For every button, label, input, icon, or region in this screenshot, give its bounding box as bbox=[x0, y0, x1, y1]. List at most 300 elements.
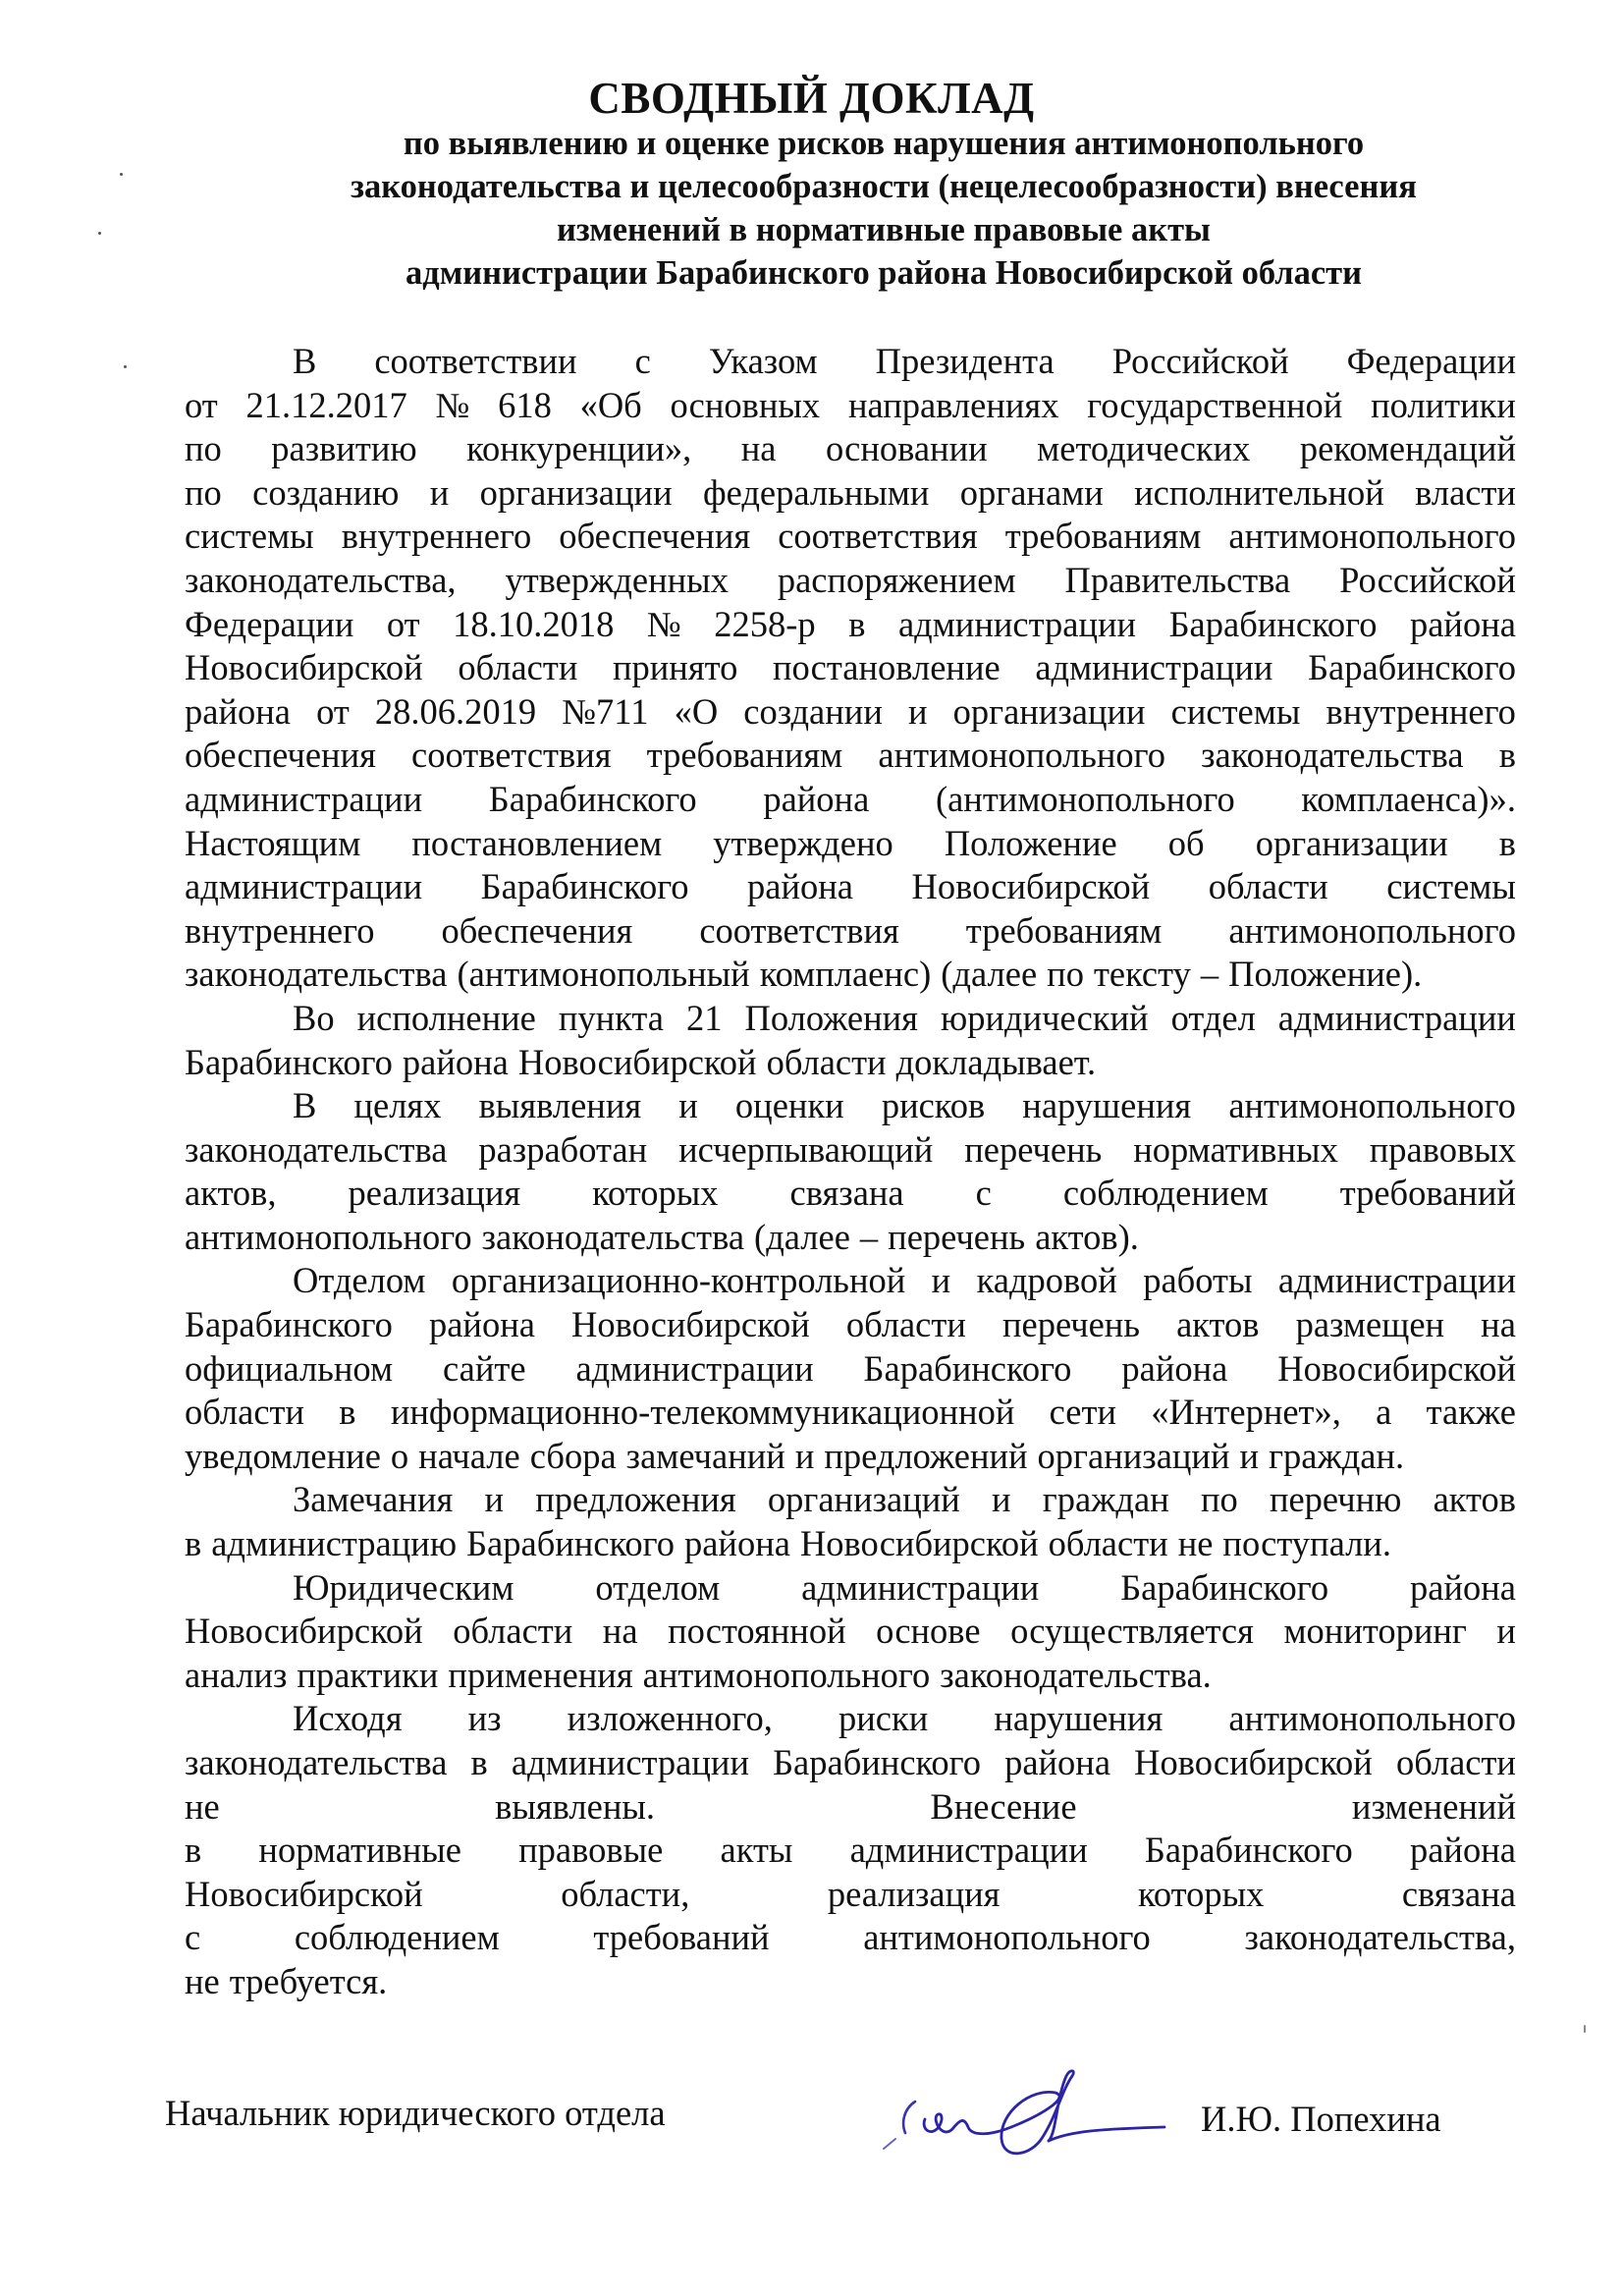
word: требованиям bbox=[1004, 516, 1202, 557]
word: постановление bbox=[772, 647, 1001, 688]
word: по bbox=[1200, 1479, 1238, 1520]
text-line-words bbox=[185, 603, 1516, 647]
word: сайте bbox=[443, 1347, 526, 1389]
word: администрации bbox=[849, 1830, 1088, 1871]
word: актов bbox=[1176, 1304, 1260, 1345]
text-line-words bbox=[293, 1478, 1516, 1522]
word: 618 bbox=[498, 384, 552, 425]
word: комплаенса)». bbox=[1301, 778, 1516, 819]
word: Барабинского bbox=[185, 1304, 393, 1345]
word: №711 bbox=[562, 690, 649, 732]
word: с bbox=[185, 1917, 201, 1958]
word: законодательства, bbox=[1244, 1917, 1516, 1958]
word: требованиям bbox=[646, 735, 843, 776]
word: законодательства bbox=[481, 1216, 745, 1257]
word: администрацию bbox=[211, 1523, 458, 1564]
text-line bbox=[185, 646, 1516, 690]
word: не bbox=[1177, 1523, 1214, 1564]
word: области bbox=[1048, 1523, 1168, 1564]
word: района bbox=[1409, 603, 1516, 644]
word: актов, bbox=[185, 1173, 277, 1214]
word: нормативные bbox=[258, 1830, 461, 1871]
word: Барабинского bbox=[480, 866, 689, 907]
word: внутреннего bbox=[185, 909, 375, 951]
word: с bbox=[975, 1173, 992, 1214]
word: основании bbox=[825, 428, 988, 469]
word: (далее bbox=[941, 954, 1038, 995]
word: Новосибирской bbox=[911, 866, 1151, 907]
text-line bbox=[185, 953, 1516, 997]
word: направлениях bbox=[847, 384, 1059, 425]
word: Положения bbox=[744, 997, 918, 1038]
word: администрации bbox=[1277, 997, 1516, 1038]
text-line bbox=[185, 1654, 1516, 1698]
word: Новосибирской bbox=[185, 1873, 423, 1914]
word: организации bbox=[952, 690, 1146, 732]
word: не bbox=[185, 1785, 220, 1827]
word: в bbox=[848, 603, 866, 644]
word: актов). bbox=[1035, 1216, 1139, 1257]
word: организаций bbox=[1037, 1435, 1230, 1476]
word: утвержденных bbox=[505, 559, 729, 600]
word: антимонопольного bbox=[1228, 909, 1516, 951]
word: антимонопольного bbox=[1228, 1698, 1516, 1739]
word: органами bbox=[959, 471, 1104, 513]
word: рекомендаций bbox=[1299, 428, 1516, 469]
word: обеспечения bbox=[185, 735, 376, 776]
word: Положение bbox=[944, 822, 1117, 863]
text-line-words bbox=[293, 1697, 1516, 1741]
word: Новосибирской bbox=[185, 1611, 423, 1652]
text-line-words bbox=[185, 1128, 1516, 1173]
signer-name: И.Ю. Попехина bbox=[1201, 2099, 1441, 2139]
text-line bbox=[185, 515, 1516, 559]
word: Барабинского bbox=[466, 1523, 675, 1564]
word: законодательства bbox=[1201, 735, 1464, 776]
text-line bbox=[185, 1347, 1516, 1392]
word: системы bbox=[185, 516, 314, 557]
text-line-words bbox=[185, 1435, 1516, 1479]
word: (антимонопольный bbox=[457, 954, 750, 995]
word: выявления bbox=[478, 1085, 642, 1126]
text-line-words bbox=[185, 1916, 1516, 1960]
word: соответствия bbox=[411, 735, 612, 776]
text-line bbox=[185, 997, 1516, 1041]
word: Президента bbox=[875, 341, 1055, 381]
text-line-words bbox=[185, 427, 1516, 471]
word: района bbox=[683, 1523, 790, 1564]
word: докладывает. bbox=[895, 1041, 1097, 1082]
word: основе bbox=[876, 1611, 981, 1652]
text-line-words bbox=[185, 1654, 1516, 1698]
word: акты bbox=[720, 1830, 793, 1871]
word: администрации bbox=[185, 778, 423, 819]
word: перечень bbox=[964, 1128, 1103, 1170]
text-line bbox=[185, 1478, 1516, 1522]
word: Исходя bbox=[293, 1698, 403, 1739]
word: организации bbox=[479, 471, 673, 513]
word: и bbox=[931, 1260, 951, 1301]
word: юридический bbox=[940, 997, 1149, 1038]
text-line bbox=[185, 1522, 1516, 1566]
word: кадровой bbox=[976, 1260, 1117, 1301]
word: 2258-р bbox=[714, 603, 816, 644]
word: отдел bbox=[1170, 997, 1256, 1038]
word: администрации bbox=[575, 1347, 814, 1389]
word: Настоящим bbox=[185, 822, 361, 863]
text-line-words bbox=[185, 865, 1516, 909]
word: на bbox=[1481, 1304, 1516, 1345]
word: и bbox=[794, 1435, 815, 1476]
text-line bbox=[185, 1960, 1516, 2004]
word: (антимонопольного bbox=[935, 778, 1235, 819]
word: Новосибирской bbox=[1277, 1347, 1516, 1389]
signature-block bbox=[165, 2086, 1481, 2155]
word: связана bbox=[789, 1173, 904, 1214]
word: Барабинского bbox=[863, 1347, 1072, 1389]
paragraph bbox=[185, 340, 1516, 997]
word: Во bbox=[293, 997, 335, 1038]
text-line bbox=[185, 778, 1516, 822]
word: системы bbox=[1386, 866, 1516, 907]
word: района bbox=[763, 778, 870, 819]
word: в bbox=[185, 1523, 202, 1564]
paragraph bbox=[185, 1084, 1516, 1259]
word: законодательства, bbox=[185, 559, 457, 600]
word: администрации bbox=[801, 1566, 1040, 1608]
word: сбора bbox=[529, 1435, 617, 1476]
word: Барабинского bbox=[1144, 1830, 1353, 1871]
word: законодательства bbox=[185, 1742, 448, 1782]
text-line bbox=[185, 1916, 1516, 1960]
word: выявлены. bbox=[495, 1785, 656, 1827]
word: области, bbox=[561, 1873, 690, 1914]
paragraph bbox=[185, 997, 1516, 1084]
text-line-words bbox=[185, 1829, 1516, 1873]
word: распоряжением bbox=[777, 559, 1016, 600]
word: администрации bbox=[511, 1742, 749, 1782]
handwritten-signature-icon bbox=[874, 2058, 1168, 2157]
word: Российской bbox=[1111, 341, 1289, 381]
word: власти bbox=[1415, 471, 1516, 513]
word: Барабинского bbox=[185, 1041, 393, 1082]
word: перечень bbox=[1001, 1304, 1140, 1345]
word: по bbox=[1047, 954, 1084, 995]
word: законодательства bbox=[185, 954, 448, 995]
text-line-words bbox=[185, 778, 1516, 822]
word: требуется. bbox=[229, 1960, 388, 2001]
word: антимонопольного bbox=[1228, 1085, 1516, 1126]
word: изменений bbox=[1351, 1785, 1516, 1827]
word: комплаенс) bbox=[759, 954, 932, 995]
subtitle-line: администрации Барабинского района Новосибирской области bbox=[406, 254, 1362, 292]
word: – bbox=[1200, 954, 1219, 995]
text-line bbox=[185, 822, 1516, 866]
text-line-words bbox=[293, 1566, 1516, 1611]
paragraph bbox=[185, 1566, 1516, 1698]
word: соответствия bbox=[699, 909, 899, 951]
word: целях bbox=[353, 1085, 442, 1126]
word: Юридическим bbox=[293, 1566, 514, 1608]
text-line-words bbox=[185, 384, 1516, 428]
word: Барабинского bbox=[1168, 603, 1378, 644]
word: сети bbox=[1049, 1392, 1116, 1433]
word: а bbox=[1376, 1392, 1392, 1433]
word: требованиям bbox=[965, 909, 1163, 951]
word: принято bbox=[612, 647, 738, 688]
word: пункта bbox=[558, 997, 665, 1038]
word: поступали. bbox=[1222, 1523, 1391, 1564]
word: области bbox=[1395, 1742, 1516, 1782]
word: и bbox=[678, 1085, 698, 1126]
text-line bbox=[185, 1829, 1516, 1873]
word: методических bbox=[1037, 428, 1251, 469]
text-line-words bbox=[185, 1172, 1516, 1216]
text-line bbox=[185, 1785, 1516, 1830]
word: исполнительной bbox=[1134, 471, 1384, 513]
word: района bbox=[1409, 1830, 1516, 1871]
text-line-words bbox=[185, 1303, 1516, 1347]
word: на bbox=[740, 428, 777, 469]
word: постоянной bbox=[668, 1611, 846, 1652]
text-line-words bbox=[185, 646, 1516, 690]
word: Барабинского bbox=[488, 778, 697, 819]
word: основных bbox=[670, 384, 821, 425]
word: Отделом bbox=[293, 1260, 426, 1301]
word: района bbox=[1410, 1566, 1516, 1608]
word: нарушения bbox=[1022, 1085, 1192, 1126]
word: по bbox=[185, 471, 222, 513]
word: района bbox=[185, 690, 291, 732]
word: официальном bbox=[185, 1347, 394, 1389]
text-line bbox=[185, 559, 1516, 603]
text-line bbox=[185, 340, 1516, 384]
word: от bbox=[316, 690, 350, 732]
text-line-words bbox=[185, 1610, 1516, 1654]
text-line bbox=[185, 1435, 1516, 1479]
word: политики bbox=[1371, 384, 1516, 425]
word: в bbox=[1498, 735, 1516, 776]
word: области bbox=[185, 1392, 305, 1433]
word: области bbox=[458, 647, 578, 688]
word: в bbox=[470, 1742, 488, 1782]
word: предложения bbox=[535, 1479, 736, 1520]
word: правовые bbox=[518, 1830, 664, 1871]
word: – bbox=[859, 1216, 879, 1257]
word: законодательства bbox=[185, 1128, 448, 1170]
word: и bbox=[484, 1479, 505, 1520]
word: внутреннего bbox=[341, 516, 532, 557]
word: Барабинского bbox=[773, 1742, 981, 1782]
word: (далее bbox=[754, 1216, 850, 1257]
word: в bbox=[1498, 822, 1516, 863]
word: района bbox=[747, 866, 853, 907]
text-line bbox=[185, 865, 1516, 909]
word: из bbox=[467, 1698, 502, 1739]
word: конкуренции», bbox=[466, 428, 692, 469]
text-line bbox=[185, 1128, 1516, 1173]
word: начале bbox=[418, 1435, 520, 1476]
word: В bbox=[293, 1085, 317, 1126]
word: 21 bbox=[686, 997, 723, 1038]
word: перечню bbox=[1269, 1479, 1402, 1520]
word: от bbox=[185, 384, 218, 425]
word: внутреннего bbox=[1325, 690, 1516, 732]
word: системы bbox=[1170, 690, 1301, 732]
word: администрации bbox=[1277, 1260, 1516, 1301]
word: созданию bbox=[252, 471, 400, 513]
word: Указом bbox=[708, 341, 818, 381]
text-line bbox=[185, 1172, 1516, 1216]
text-line bbox=[185, 1303, 1516, 1347]
word: которых bbox=[1137, 1873, 1265, 1914]
scan-speck bbox=[120, 173, 123, 176]
text-line-words bbox=[185, 1785, 1516, 1830]
word: антимонопольного bbox=[642, 1654, 931, 1695]
word: Федерации bbox=[1346, 341, 1516, 381]
word: граждан. bbox=[1269, 1435, 1405, 1476]
word: Федерации bbox=[185, 603, 354, 644]
text-line-words bbox=[185, 1347, 1516, 1392]
word: утверждено bbox=[713, 822, 893, 863]
word: антимонопольного bbox=[863, 1917, 1151, 1958]
text-line bbox=[185, 1873, 1516, 1917]
text-line bbox=[185, 909, 1516, 954]
document-title: СВОДНЫЙ ДОКЛАД bbox=[588, 74, 1035, 123]
word: изложенного, bbox=[567, 1698, 773, 1739]
text-line-words bbox=[185, 1041, 1516, 1085]
text-line-words bbox=[185, 734, 1516, 778]
text-line-words bbox=[293, 997, 1516, 1041]
text-line bbox=[185, 1391, 1516, 1435]
word: Барабинского bbox=[1308, 647, 1516, 688]
word: Новосибирской bbox=[1134, 1742, 1373, 1782]
word: «Интернет», bbox=[1151, 1392, 1341, 1433]
word: анализ bbox=[185, 1654, 288, 1695]
word: организационно-контрольной bbox=[451, 1260, 906, 1301]
word: информационно-телекоммуникационной bbox=[390, 1392, 1015, 1433]
text-line bbox=[185, 603, 1516, 647]
word: исчерпывающий bbox=[678, 1128, 934, 1170]
word: федеральными bbox=[702, 471, 930, 513]
word: о bbox=[390, 1435, 409, 1476]
text-line-words bbox=[185, 953, 1516, 997]
word: с bbox=[634, 341, 651, 381]
word: и bbox=[1239, 1435, 1260, 1476]
text-line bbox=[185, 471, 1516, 516]
text-line bbox=[185, 1084, 1516, 1128]
word: района bbox=[402, 1041, 509, 1082]
word: № bbox=[435, 384, 470, 425]
word: также bbox=[1426, 1392, 1516, 1433]
word: применения bbox=[448, 1654, 633, 1695]
word: реализация bbox=[827, 1873, 1001, 1914]
word: и bbox=[1496, 1611, 1516, 1652]
word: организаций bbox=[767, 1479, 960, 1520]
text-line bbox=[185, 690, 1516, 735]
text-line-words bbox=[185, 909, 1516, 954]
text-line-words bbox=[293, 1084, 1516, 1128]
word: области bbox=[453, 1611, 573, 1652]
text-line-words bbox=[185, 1873, 1516, 1917]
signer-position: Начальник юридического отдела bbox=[165, 2093, 666, 2133]
word: работы bbox=[1143, 1260, 1253, 1301]
word: законодательства. bbox=[940, 1654, 1212, 1695]
word: района bbox=[428, 1304, 535, 1345]
word: Новосибирской bbox=[185, 647, 423, 688]
word: В bbox=[293, 341, 317, 381]
word: практики bbox=[297, 1654, 439, 1695]
word: района bbox=[1121, 1347, 1228, 1389]
word: оценки bbox=[734, 1085, 844, 1126]
word: отделом bbox=[595, 1566, 721, 1608]
word: и bbox=[907, 690, 928, 732]
text-line bbox=[185, 1216, 1516, 1260]
word: государственной bbox=[1087, 384, 1343, 425]
text-line-words bbox=[293, 340, 1516, 384]
text-line-words bbox=[185, 1391, 1516, 1435]
word: администрации bbox=[897, 603, 1137, 644]
paragraph bbox=[185, 1697, 1516, 2003]
word: и bbox=[992, 1479, 1011, 1520]
word: не bbox=[185, 1960, 220, 2001]
scan-speck bbox=[124, 365, 127, 368]
text-line-words bbox=[185, 1741, 1516, 1785]
word: разработан bbox=[478, 1128, 648, 1170]
word: нормативных bbox=[1133, 1128, 1338, 1170]
word: размещен bbox=[1295, 1304, 1445, 1345]
word: № bbox=[646, 603, 681, 644]
word: предложений bbox=[824, 1435, 1028, 1476]
word: «О bbox=[674, 690, 719, 732]
text-line bbox=[185, 1697, 1516, 1741]
text-line-words bbox=[185, 1522, 1516, 1566]
word: Внесение bbox=[930, 1785, 1077, 1827]
word: Положение). bbox=[1228, 954, 1423, 995]
word: антимонопольного bbox=[185, 1216, 472, 1257]
word: 18.10.2018 bbox=[453, 603, 615, 644]
word: администрации bbox=[185, 866, 423, 907]
word: антимонопольного bbox=[878, 735, 1165, 776]
text-line bbox=[185, 1741, 1516, 1785]
word: граждан bbox=[1042, 1479, 1169, 1520]
word: постановлением bbox=[411, 822, 663, 863]
subtitle-line: по выявлению и оценке рисков нарушения антимонопольного bbox=[403, 125, 1365, 162]
text-line-words bbox=[185, 1960, 1516, 2004]
word: реализация bbox=[348, 1173, 521, 1214]
word: правовых bbox=[1369, 1128, 1516, 1170]
word: в bbox=[185, 1830, 202, 1871]
word: соответствия bbox=[778, 516, 978, 557]
word: развитию bbox=[271, 428, 417, 469]
word: области bbox=[845, 1304, 966, 1345]
word: на bbox=[602, 1611, 638, 1652]
word: Новосибирской bbox=[799, 1523, 1039, 1564]
text-line bbox=[185, 384, 1516, 428]
word: уведомление bbox=[185, 1435, 381, 1476]
text-line bbox=[185, 427, 1516, 471]
text-line-words bbox=[185, 690, 1516, 735]
word: области bbox=[1208, 866, 1328, 907]
paragraph bbox=[185, 1259, 1516, 1478]
word: Новосибирской bbox=[517, 1041, 757, 1082]
word: перечень bbox=[888, 1216, 1026, 1257]
word: нарушения bbox=[994, 1698, 1163, 1739]
word: Новосибирской bbox=[571, 1304, 810, 1345]
word: обеспечения bbox=[441, 909, 633, 951]
word: осуществляется bbox=[1010, 1611, 1254, 1652]
word: Российской bbox=[1339, 559, 1516, 600]
